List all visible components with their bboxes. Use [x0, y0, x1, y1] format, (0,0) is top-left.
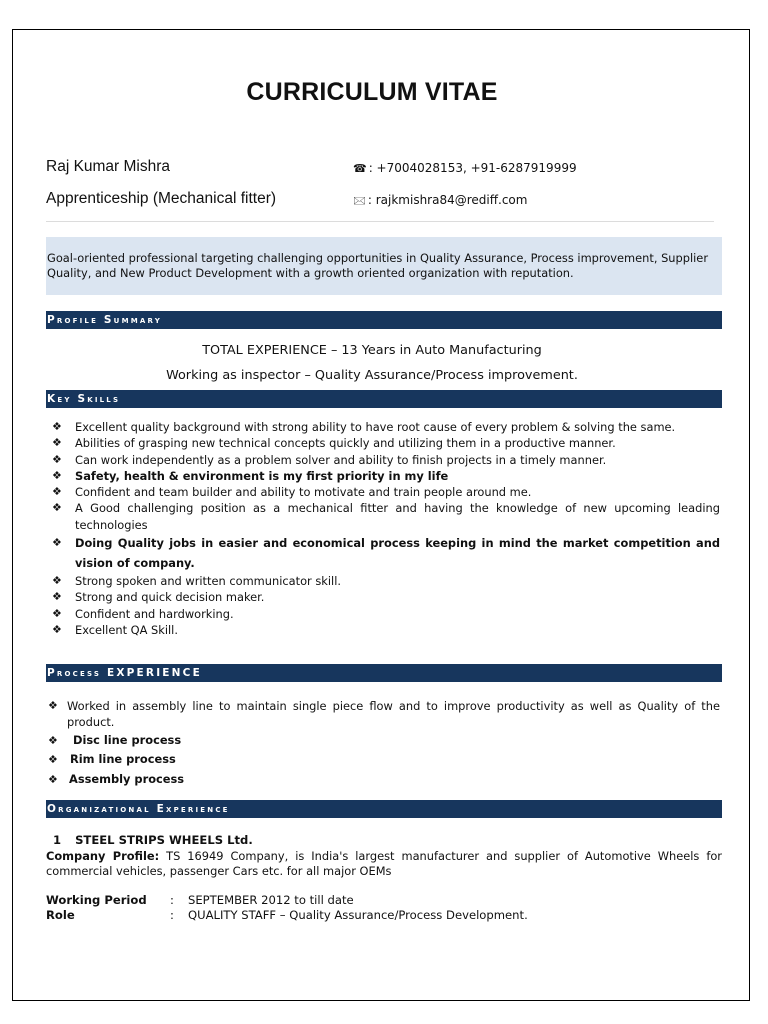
list-item: ❖ Confident and hardworking. — [52, 606, 234, 621]
phone-contact — [353, 161, 577, 175]
bullet-icon: ❖ — [52, 501, 62, 515]
current-position: Working as inspector – Quality Assurance/Process improvement. — [166, 368, 578, 383]
list-item: ❖ Safety, health & environment is my first priority in my life — [52, 468, 449, 483]
list-item: ❖ Excellent quality background with strong ability to have root cause of every problem & solving the same. — [52, 420, 676, 434]
role-label: Role — [46, 908, 75, 922]
list-item: ❖ Abilities of grasping new technical concepts quickly and utilizing them in a productive manner. — [52, 436, 616, 451]
email-icon: 🖂 — [353, 194, 366, 207]
working-period-label: Working Period — [46, 893, 147, 907]
company-profile-text: TS 16949 Company, is India's largest manufacturer and supplier of Automotive Wheels for commercial vehicles, passenger Cars etc. for all major OEMs — [46, 849, 722, 878]
bullet-icon: ❖ — [52, 536, 62, 550]
email-contact — [353, 192, 527, 211]
company-profile — [46, 849, 722, 879]
role-row: Role : QUALITY STAFF – Quality Assurance/Process Development. — [46, 908, 528, 922]
career-objective: Goal-oriented professional targeting challenging opportunities in Quality Assurance, Process improvement, Supplier Quality, and New Product Development with a growth oriented organization with reputation. — [46, 237, 722, 295]
bullet-icon: ❖ — [48, 699, 58, 712]
bullet-icon: ❖ — [52, 622, 62, 636]
candidate-role: Apprenticeship (Mechanical fitter) — [46, 190, 277, 207]
list-item: ❖ Rim line process — [47, 750, 720, 770]
list-item: ❖ Assembly process — [47, 770, 720, 790]
section-header-process-experience: Process EXPERIENCE — [46, 664, 722, 682]
list-item: ❖ Worked in assembly line to maintain single piece flow and to improve productivity as well as Quality of the product. — [48, 699, 720, 730]
bullet-icon: ❖ — [52, 420, 62, 433]
skills-list — [51, 419, 720, 638]
bullet-icon: ❖ — [52, 590, 62, 604]
phone-number: : +7004028153, +91-6287919999 — [368, 161, 577, 175]
company-heading — [53, 833, 267, 847]
list-item: ❖ Excellent QA Skill. — [52, 622, 178, 637]
role-value: QUALITY STAFF – Quality Assurance/Process Development. — [188, 908, 528, 922]
list-item: ❖ Can work independently as a problem solver and ability to finish projects in a timely manner. — [52, 452, 607, 467]
bullet-icon: ❖ — [52, 574, 62, 588]
bullet-icon: ❖ — [52, 485, 62, 499]
total-experience: TOTAL EXPERIENCE – 13 Years in Auto Manufacturing — [202, 343, 542, 358]
phone-icon: ☎ — [353, 162, 367, 175]
bullet-icon: ❖ — [52, 468, 62, 482]
bullet-icon: ❖ — [52, 606, 62, 620]
bullet-icon: ❖ — [52, 452, 62, 466]
document-title: CURRICULUM VITAE — [246, 78, 498, 106]
working-period-row: Working Period : SEPTEMBER 2012 to till date — [46, 893, 354, 907]
bullet-icon: ❖ — [48, 753, 58, 767]
list-item: ❖ Strong spoken and written communicator skill. — [52, 574, 341, 589]
list-item: ❖ Confident and team builder and ability to motivate and train people around me. — [52, 485, 532, 500]
list-item: ❖ Doing Quality jobs in easier and economical process keeping in mind the market competition and vision of company. — [51, 533, 720, 573]
section-header-profile-summary: Profile Summary — [46, 311, 722, 329]
candidate-name: Raj Kumar Mishra — [46, 158, 171, 175]
list-item: ❖ A Good challenging position as a mechanical fitter and having the knowledge of new upcoming leading technologies — [52, 501, 720, 532]
process-list — [47, 698, 720, 789]
cv-page — [12, 29, 750, 1001]
company-profile-label: Company Profile: — [46, 849, 160, 863]
list-item: ❖ Disc line process — [47, 731, 720, 751]
section-header-organizational-experience: Organizational Experience — [46, 800, 722, 818]
bullet-icon: ❖ — [52, 436, 62, 450]
email-address: : rajkmishra84@rediff.com — [367, 193, 528, 207]
bullet-icon: ❖ — [48, 733, 58, 747]
working-period-value: SEPTEMBER 2012 to till date — [188, 893, 354, 907]
company-name: STEEL STRIPS WHEELS Ltd. — [75, 833, 253, 847]
list-item: ❖ Strong and quick decision maker. — [52, 590, 265, 605]
section-header-key-skills: Key Skills — [46, 390, 722, 408]
company-number: 1 — [53, 833, 62, 847]
divider — [46, 221, 714, 222]
bullet-icon: ❖ — [48, 772, 58, 786]
